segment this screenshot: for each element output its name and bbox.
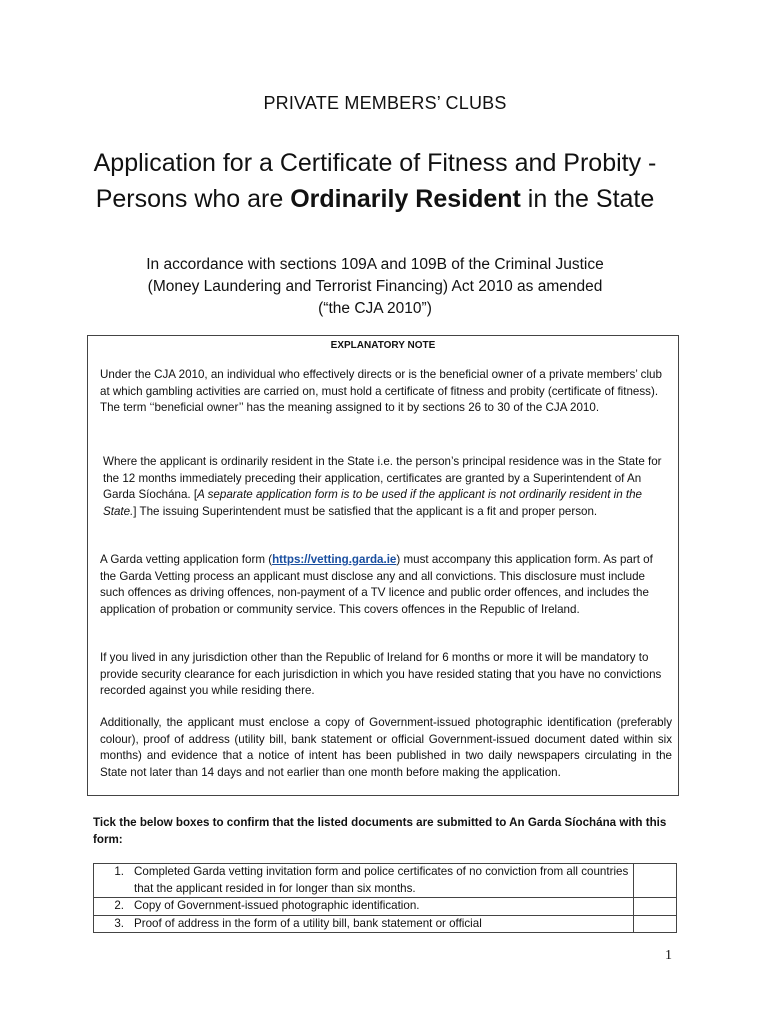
p3-text-end: ) must accompany this application form. As part of the Garda Vetting process an applicant must disclose any and all convictions. This disclosure must include such offences as driving offences, non-payment of a TV licence and public order offences, and includes the application of probation or community service. This covers offences in the Republic of Ireland. — [100, 553, 653, 616]
page-title — [80, 145, 670, 217]
subtitle-line-3: (“the CJA 2010”) — [318, 300, 432, 317]
p2-text-start: Where the applicant is ordinarily resident in the State i.e. the person’s principal residence was in the State for the 12 months immediately preceding their application, certificates are granted by a Superintendent of An Garda Síochána. [ — [103, 455, 662, 502]
subtitle-line-2: (Money Laundering and Terrorist Financing) Act 2010 as amended — [147, 278, 603, 295]
table-row — [94, 864, 677, 898]
item-number: 2. — [114, 899, 124, 912]
explanatory-note-box — [87, 335, 679, 796]
explanatory-note-heading: EXPLANATORY NOTE — [330, 340, 436, 351]
checklist-tick-box[interactable] — [634, 864, 677, 898]
title-text-start: Application for a Certificate of Fitness and Probity - Persons who are — [93, 149, 657, 213]
p2-italic-text: A separate application form is to be used if the applicant is not ordinarily resident in the State. — [103, 488, 643, 518]
note-paragraph-garda-vetting — [100, 552, 672, 618]
item-number: 1. — [114, 865, 124, 878]
note-paragraph-ordinary-residence — [103, 454, 673, 520]
checklist-item-cell — [94, 864, 634, 898]
p3-text-start: A Garda vetting application form ( — [100, 553, 273, 566]
table-row — [94, 898, 677, 916]
checklist-instruction: Tick the below boxes to confirm that the listed documents are submitted to An Garda Síochána with this form: — [93, 816, 667, 846]
legal-basis-subtitle — [90, 254, 660, 320]
document-checklist-table — [93, 863, 677, 933]
title-bold-text: Ordinarily Resident — [290, 185, 521, 213]
note-paragraph-other-jurisdictions: If you lived in any jurisdiction other than the Republic of Ireland for 6 months or more it will be mandatory to provide security clearance for each jurisdiction in which you have resided stating that you have no convictions recorded against you while residing there. — [100, 651, 662, 698]
p2-text-end: ] The issuing Superintendent must be satisfied that the applicant is a fit and proper person. — [133, 504, 598, 518]
checklist-item-cell — [94, 898, 634, 916]
title-text-end: in the State — [520, 185, 655, 213]
item-text: Proof of address in the form of a utility bill, bank statement or official — [134, 916, 482, 930]
club-type-heading: PRIVATE MEMBERS’ CLUBS — [263, 93, 507, 113]
note-paragraph-enclosures: Additionally, the applicant must enclose a copy of Government-issued photographic identification (preferably colour), proof of address (utility bill, bank statement or official Government-issued document dated within six months) and evidence that a notice of intent has been published in two daily newspapers circulating in the State not later than 14 days and not earlier than one month before making the application. — [100, 716, 672, 779]
checklist-tick-box[interactable] — [634, 898, 677, 916]
table-row — [94, 915, 677, 933]
item-text: Copy of Government-issued photographic identification. — [134, 899, 420, 912]
checklist-item-cell — [94, 915, 634, 933]
garda-vetting-link[interactable]: https://vetting.garda.ie — [272, 553, 397, 566]
subtitle-line-1: In accordance with sections 109A and 109B of the Criminal Justice — [146, 256, 604, 273]
page-number: 1 — [665, 948, 672, 963]
note-paragraph-beneficial-owner: Under the CJA 2010, an individual who effectively directs or is the beneficial owner of a private members’ club at which gambling activities are carried on, must hold a certificate of fitness and probity (certificate of fitness). The term ‘‘beneficial owner’’ has the meaning assigned to it by sections 26 to 30 of the CJA 2010. — [100, 368, 662, 415]
item-number: 3. — [114, 916, 124, 930]
item-text: Completed Garda vetting invitation form and police certificates of no conviction from all countries that the applicant resided in for longer than six months. — [134, 865, 629, 895]
checklist-tick-box[interactable] — [634, 915, 677, 933]
